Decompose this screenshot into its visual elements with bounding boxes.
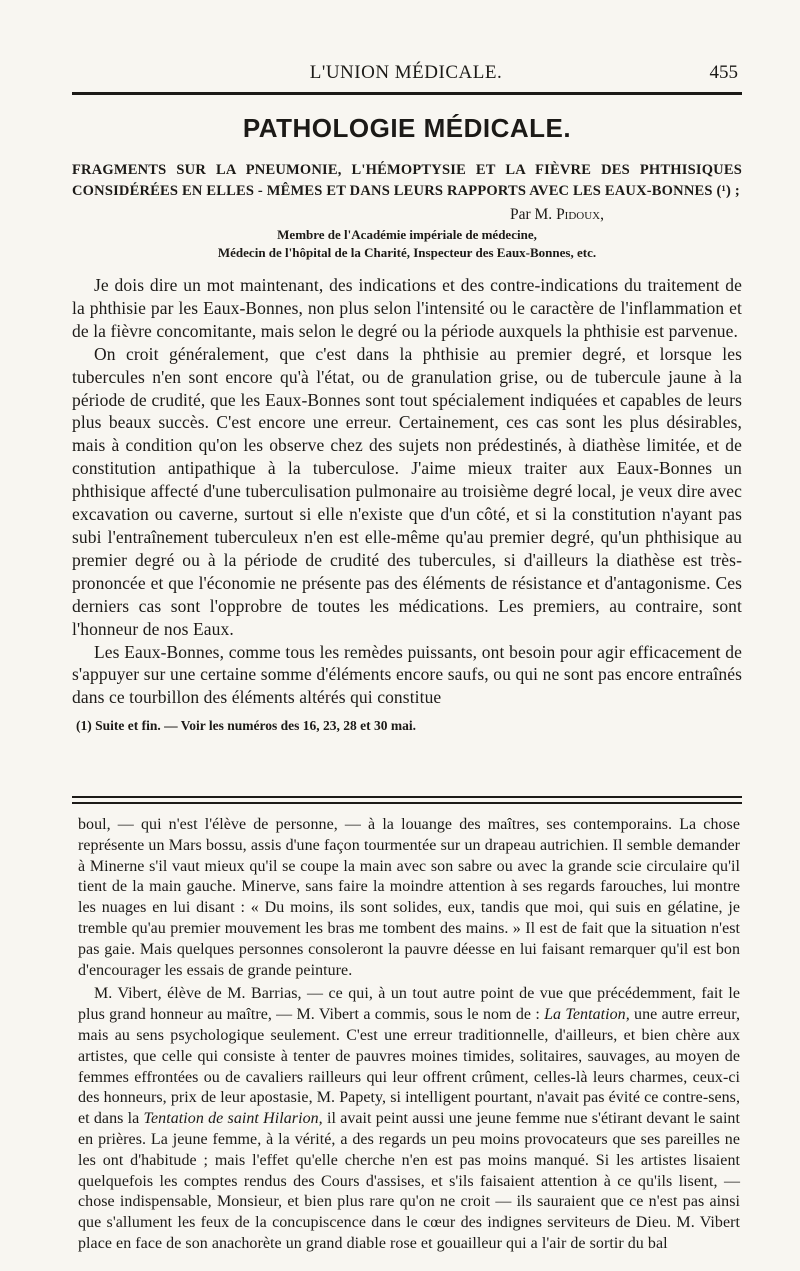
body-paragraph: Les Eaux-Bonnes, comme tous les remèdes puissants, ont besoin pour agir efficacement de s'appuyer sur une certaine somme d'éléments encore saufs, ou qui ne sont pas encore entraînés dans ce tourbillon des éléments altérés qui constitue: [72, 641, 742, 708]
body-paragraph: Je dois dire un mot maintenant, des indications et des contre-indications du traitement de la phthisie par les Eaux-Bonnes, non plus selon l'intensité ou le caractère de l'inflammation et de la fièvre concomitante, mais selon le degré ou la période auxquels la phthisie est parvenue.: [72, 275, 742, 341]
artwork-title: Tentation de saint Hilarion,: [143, 1110, 323, 1128]
artwork-title: La Tentation,: [544, 1006, 630, 1024]
feuilleton-text: une autre erreur, mais au sens psychologique seulement. C'est une erreur traditionnelle, d'ailleurs, et bien chère aux artistes, que celle qui consiste à tenter de pauvres moines timides, solitaires, sauvages, au moyen de femmes effrontées ou de cavaliers railleurs qui leur offrent crûment, celles-là leurs charmes, ceux-ci des honneurs, prix de leur apostasie, M. Papety, si intelligent pourtant, n'avait pas évité ce contre-sens, et dans la: [78, 1006, 740, 1128]
feuilleton-text: M. Vibert, élève de M. Barrias, — ce qui, à un tout autre point de vue que précédemment, fait le plus grand honneur au maître, — M. Vibert a commis, sous le nom de :: [78, 985, 740, 1024]
running-title: L'UNION MÉDICALE.: [309, 62, 503, 83]
article-pathologie-medicale: [72, 112, 742, 735]
byline-prefix: Par M.: [509, 206, 557, 223]
author-affiliation: Membre de l'Académie impériale de médecine,: [277, 227, 537, 242]
header-rule: [72, 92, 742, 95]
footnote: (1) Suite et fin. — Voir les numéros des 16, 23, 28 et 30 mai.: [76, 718, 416, 734]
page-number: 455: [709, 62, 738, 83]
article-subtitle: FRAGMENTS SUR LA PNEUMONIE, L'HÉMOPTYSIE ET LA FIÈVRE DES PHTHISIQUES CONSIDÉRÉES EN ELLES - MÊMES ET DANS LEURS RAPPORTS AVEC LES EAUX-BONNES (¹) ;: [72, 162, 742, 199]
byline: [72, 204, 742, 226]
feuilleton-paragraph: [78, 984, 740, 1254]
author-name: Pidoux,: [556, 206, 604, 223]
section-title: PATHOLOGIE MÉDICALE.: [242, 113, 572, 143]
feuilleton-paragraph: boul, — qui n'est l'élève de personne, — à la louange des maîtres, ses contemporains. La chose représente un Mars bossu, assis d'une façon tourmentée sur un drapeau autrichien. Il semble demander à Minerne s'il vaut mieux qu'il se coupe la main avec son sabre ou avec la grande scie circulaire qu'il tient de la main gauche. Minerve, sans faire la moindre attention à ses regards farouches, lui montre les nuages en lui disant : « Du moins, ils sont solides, eux, tandis que moi, qui suis en gélatine, je tremble qu'au premier mouvement les bras me tombent des mains. » Il est de fait que la situation n'est pas gaie. Mais quelques personnes consoleront la pauvre déesse en lui faisant remarquer qu'il est bon d'encourager les essais de grande peinture.: [78, 816, 740, 979]
author-affiliation: Médecin de l'hôpital de la Charité, Inspecteur des Eaux-Bonnes, etc.: [217, 245, 597, 260]
feuilleton-separator: [72, 796, 742, 804]
feuilleton-section: [78, 815, 740, 1255]
page-header: [72, 58, 740, 88]
feuilleton-text: il avait peint aussi une jeune femme nue s'étirant devant le saint en prières. La jeune femme, à la vérité, a des regards un peu moins provocateurs que ses pareilles ne les ont d'habitude ; mais l'effet qu'elle cherche n'en est pas moins manqué. Si les artistes lisaient quelquefois les comptes rendus des Cours d'assises, et s'ils faisaient attention à ce qu'ils lisent, — chose indispensable, Monsieur, et bien plus rare qu'on ne croit — ils sauraient que ce n'est pas ainsi que s'allument les feux de la concupiscence dans le cœur des indignes serviteurs de Dieu. M. Vibert place en face de son anachorète un grand diable rose et gouailleur qui a l'air de sortir du bal: [78, 1110, 740, 1252]
body-paragraph: On croit généralement, que c'est dans la phthisie au premier degré, et lorsque les tubercules n'en sont encore qu'à l'état, ou de granulation grise, ou de tubercule jaune à la période de crudité, que les Eaux-Bonnes sont tout spécialement indiquées et capables de leurs plus beaux succès. C'est encore une erreur. Certainement, ces cas sont les plus désirables, mais à condition qu'on les observe chez des sujets non prédestinés, à diathèse limitée, et de constitution antipathique à la tuberculose. J'aime mieux traiter aux Eaux-Bonnes un phthisique affecté d'une tuberculisation pulmonaire au troisième degré local, je veux dire avec excavation ou caverne, surtout si elle n'existe que d'un côté, et si la constitution n'ayant pas subi l'entraînement tuberculeux n'en est elle-même qu'au premier degré, qu'un phthisique au premier degré ou à la période de crudité des tubercules, si d'ailleurs la diathèse est très-prononcée et que l'économie ne présente pas des éléments de résistance et d'antagonisme. Ces derniers cas sont l'opprobre de toutes les médications. Les premiers, au contraire, sont l'honneur de nos Eaux.: [72, 343, 742, 639]
